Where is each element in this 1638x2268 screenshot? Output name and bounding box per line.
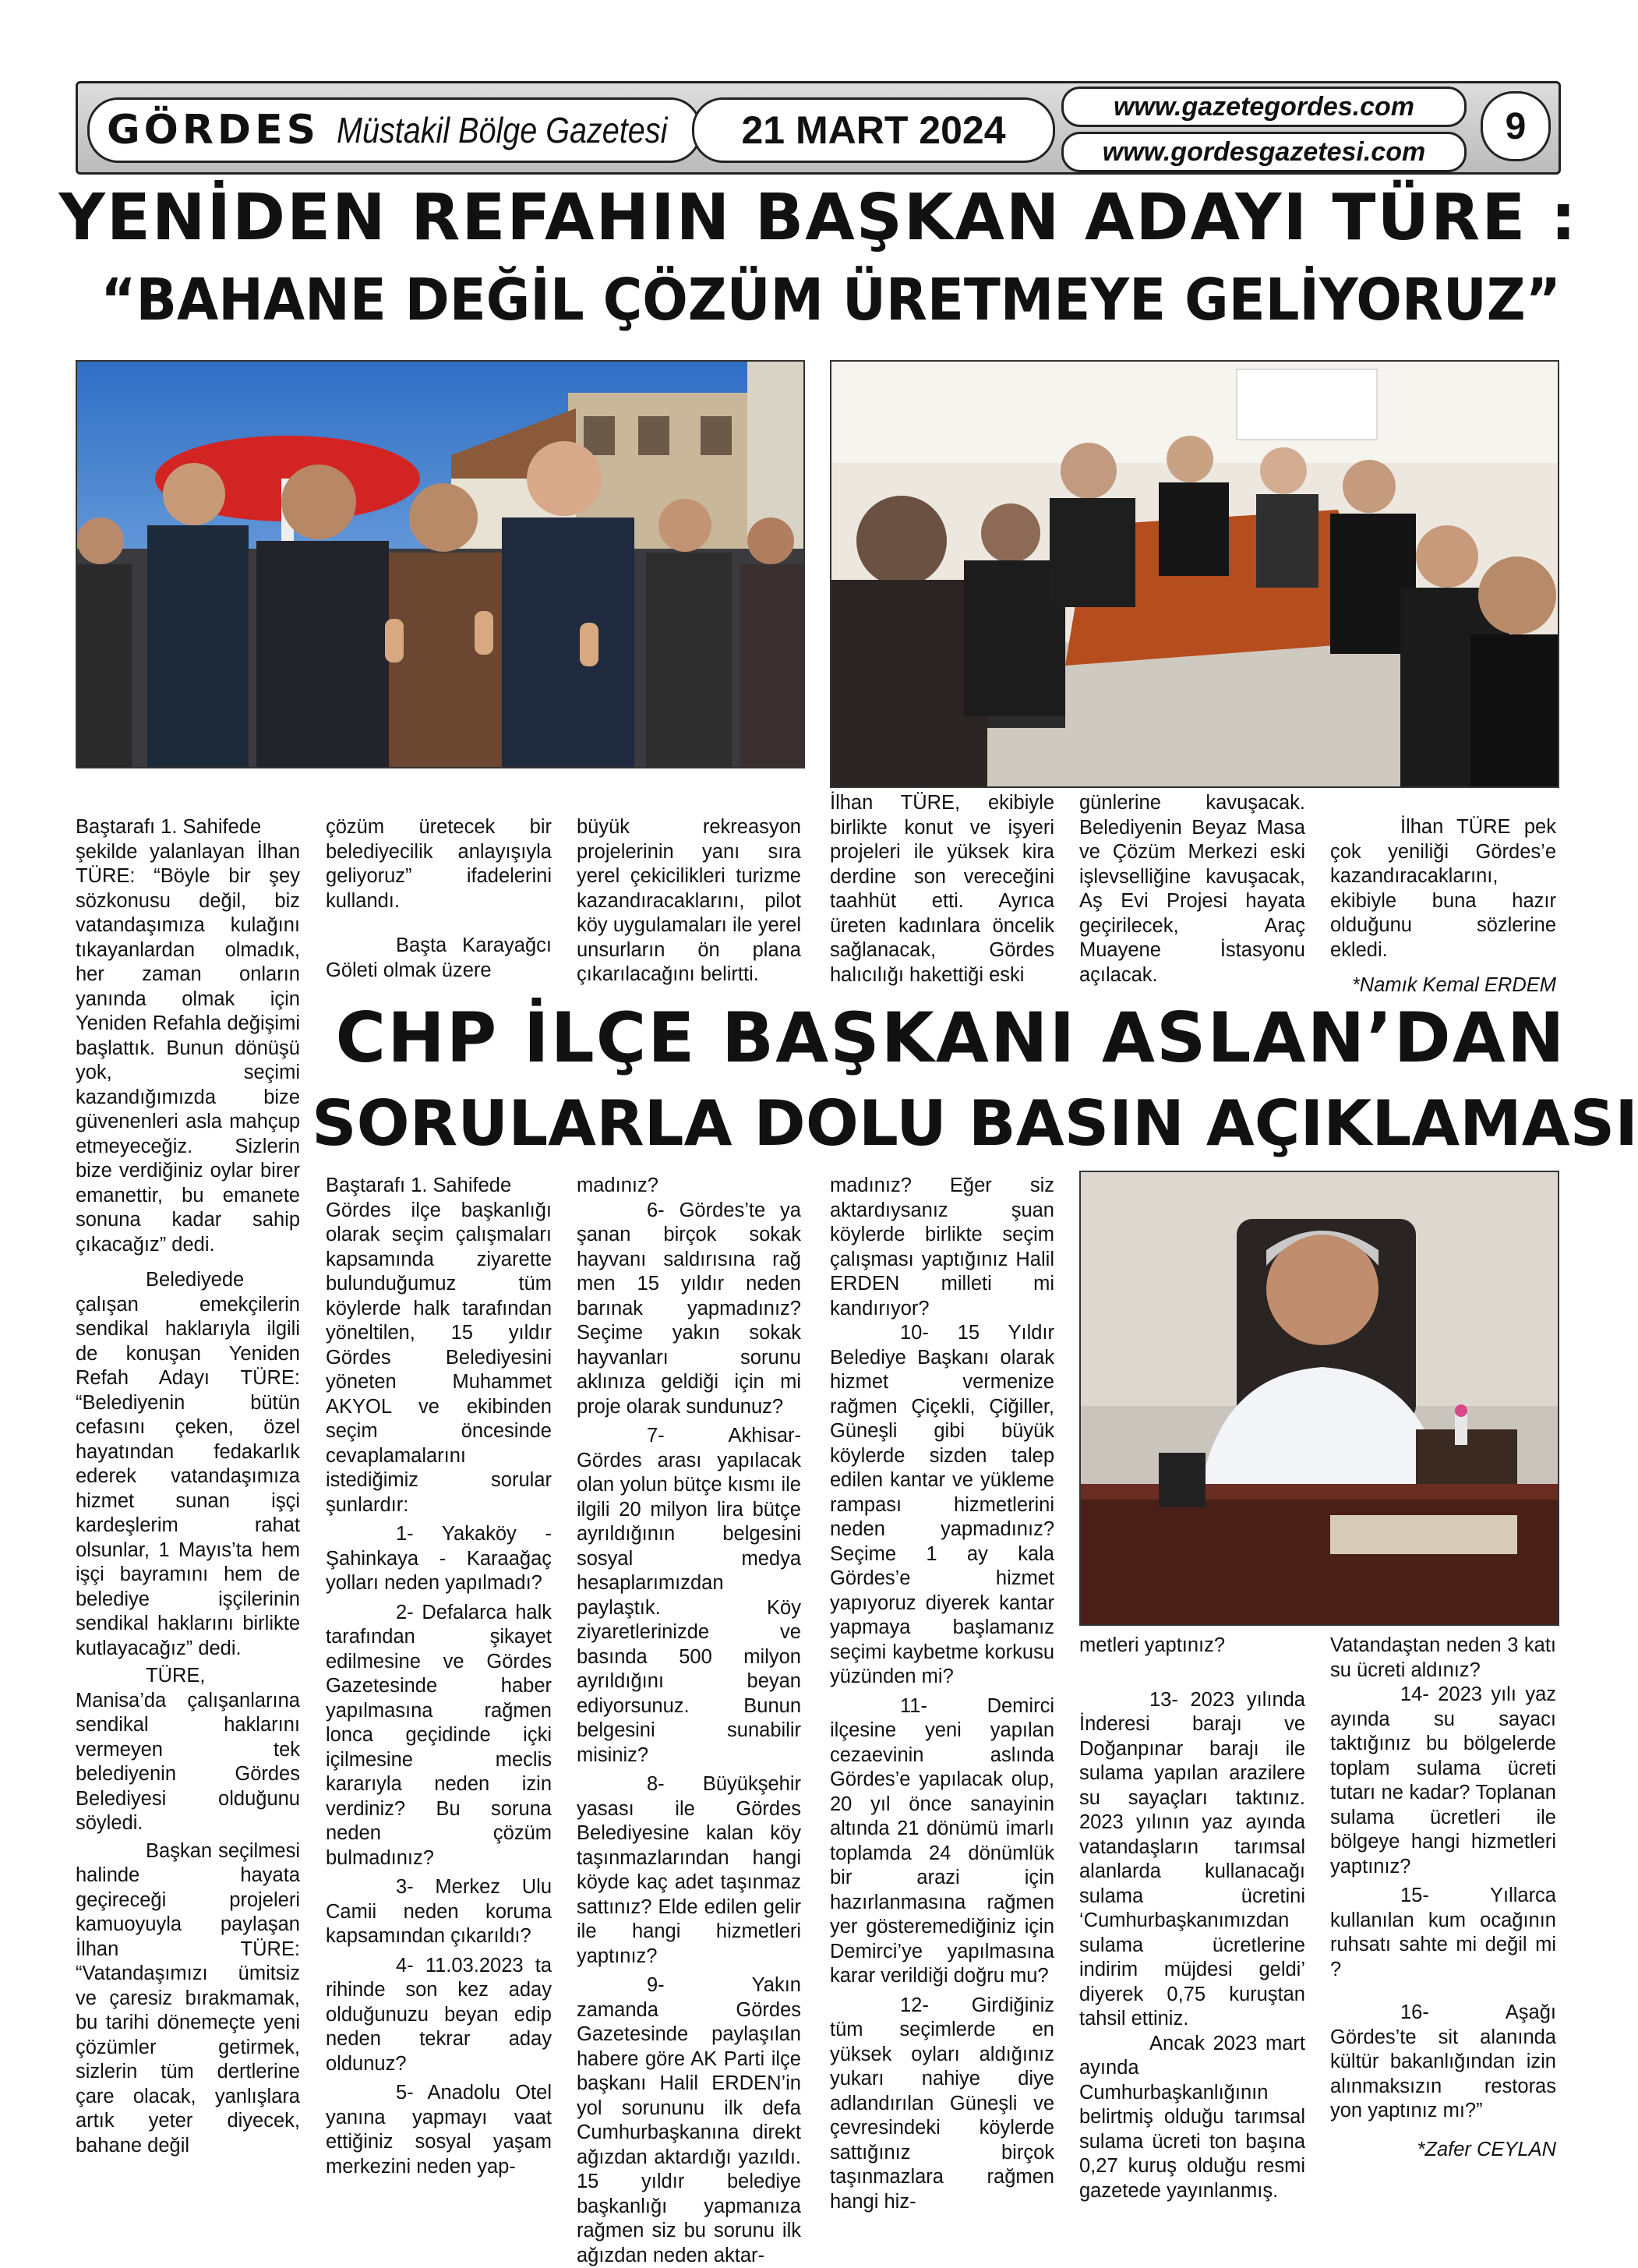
question-1: 1- Yakaköy - Şahinkaya - Karaağaç yolları neden yapılmadı? [326, 1523, 552, 1594]
question-15: 15- Yıllarca kullanılan kum ocağının ruhsatı sahte mi değil mi ? [1330, 1885, 1556, 1980]
article2-paragraph: madınız? [577, 1175, 658, 1196]
article1-subheadline: “BAHANE DEĞİL ÇÖZÜM ÜRETMEYE GELİYORUZ” [101, 267, 1561, 334]
article2-column-4 [830, 1174, 1054, 2213]
article2-column-2 [326, 1174, 552, 2210]
question-6: 6- Gördes’te ya şanan birçok sokak hayvanı saldırısına rağ men 15 yıldır neden barınak yapmadınız? Seçime yakın sokak hayvanları sorunu aklınıza geldiği için mi proje olarak sundunuz? [577, 1199, 801, 1418]
question-14: 14- 2023 yılı yaz ayında su sayacı taktığınız bu bölgelerde toplam sulama ücreti tutarı ne kadar? Toplanan sulama ücretleri ile bölgeye hangi hizmetleri yaptınız? [1330, 1683, 1556, 1878]
article1-column-3 [577, 815, 801, 994]
article2-paragraph: Ancak 2023 mart ayında Cumhurbaşkanlığının belirtmiş olduğu tarımsal sulama ücreti ton başına 0,27 kuruş olduğu resmi gazetede yayınlanmış. [1079, 2032, 1305, 2202]
article1-column-6 [1330, 815, 1556, 996]
newspaper-subtitle: Müstakil Bölge Gazetesi [337, 110, 668, 150]
article1-column-2 [326, 815, 552, 994]
article1-paragraph: büyük rekreasyon projelerinin yanı sıra yerel çekicilikleri turizme kazandıracaklarını, pilot köy uygulamaları ile yerel unsurların ön plana çıkarılacağını belirtti. [577, 816, 801, 985]
newspaper-name: GÖRDES [107, 107, 320, 154]
article2-paragraph: madınız? Eğer siz aktardıysanız şuan köylerde birlikte seçim çalışması yaptığınız Halil ERDEN milleti mi kandırıyor? [830, 1175, 1054, 1319]
article1-photo-street [76, 360, 805, 768]
article1-paragraph: İlhan TÜRE, ekibiyle birlikte konut ve işyeri projeleri ile yüksek kira derdine son vereceğini taahhüt etti. Ayrıca üreten kadınlara öncelik sağlanacak, Gördes halıcılığı hakettiği eski [830, 792, 1054, 986]
article1-paragraph: İlhan TÜRE pek çok yeniliği Gördes’e kazandıracaklarını, ekibiyle buna hazır olduğunu sözlerine ekledi. [1330, 816, 1556, 961]
article2-headline: CHP İLÇE BAŞKANI ASLAN’DAN [335, 998, 1566, 1078]
article1-paragraph: günlerine kavuşacak. Belediyenin Beyaz Masa ve Çözüm Merkezi eski işlevselliğine kavuşacak, Aş Evi Projesi hayata geçirilecek, Araç Muayene İstasyonu açılacak. [1079, 792, 1305, 986]
website-url-1[interactable]: www.gazetegordes.com [1061, 87, 1467, 127]
article2-paragraph: Vatandaştan neden 3 katı su ücreti aldınız? [1330, 1634, 1556, 1681]
article1-byline: *Namık Kemal ERDEM [1351, 974, 1556, 996]
question-11: 11- Demirci ilçesine yeni yapılan cezaevinin aslında Gördes’e yapılacak olup, 20 yıl önce sanayinin altında 21 dönümü imarlı toplamda 24 dönümlük bir arazi için hazırlanmasına rağmen yer gösteremediğiniz için Demirci’ye yapılmasına karar verildiği doğru mu? [830, 1694, 1054, 1987]
article1-paragraph: Başta Karayağcı Göleti olmak üzere [326, 934, 552, 981]
issue-date: 21 MART 2024 [692, 97, 1055, 163]
article1-paragraph: Başkan seçilmesi halinde hayata geçireceği projeleri kamuoyuyla paylaşan İlhan TÜRE: “Vatandaşımızı ümitsiz ve çaresiz bırakmamak, bu tarihi dönemeçte yeni çözümler getirmek, sizlerin tüm dertlerine çare olacak, yanlışlara artık yeter diyecek, bahane değil [76, 1839, 300, 2157]
question-4: 4- 11.03.2023 ta rihinde son kez aday olduğunuzu beyan edip neden tekrar aday oldunuz? [326, 1954, 552, 2075]
question-3: 3- Merkez Ulu Camii neden koruma kapsamından çıkarıldı? [326, 1876, 552, 1947]
article1-paragraph: Belediyede çalışan emekçilerin sendikal haklarıyla ilgili de konuşan Yeniden Refah Adayı TÜRE: “Belediyenin bütün cefasını çeken, özel hayatından fedakarlık ederek vatandaşımıza hizmet sunan işçi kardeşlerim rahat olsunlar, 1 Mayıs’ta hem işçi bayramını hem de belediye işçilerinin sendikal haklarını birlikte kutlayacağız” dedi. [76, 1269, 300, 1659]
article2-column-5 [1079, 1634, 1305, 2210]
question-8: 8- Büyükşehir yasası ile Gördes Belediyesine kalan köy taşınmazlarından hangi köyde kaç adet taşınmaz sattınız? Elde edilen gelir ile hangi hizmetleri yaptınız? [577, 1773, 801, 1967]
article1-paragraph: çözüm üretecek bir belediyecilik anlayışıyla geliyoruz” ifadelerini kullandı. [326, 816, 552, 912]
website-links [1061, 87, 1467, 177]
article2-paragraph: metleri yaptınız? [1079, 1634, 1226, 1656]
masthead [76, 81, 1561, 175]
page-number: 9 [1481, 91, 1551, 161]
question-12: 12- Girdiğiniz tüm seçimlerde en yüksek oyları aldığınız yukarı nahiye diye adlandırılan Güneşli ve çevresindeki köylerde sattığınız birçok taşınmazlara rağmen hangi hiz- [830, 1994, 1054, 2213]
question-2: 2- Defalarca halk tarafından şikayet edilmesine ve Gördes Gazetesinde haber yapılmasına rağmen lonca geçidinde içki içilmesine meclis kararıyla neden izin verdiniz? Bu soruna neden çözüm bulmadınız? [326, 1601, 552, 1869]
article2-subheadline: SORULARLA DOLU BASIN AÇIKLAMASI [312, 1087, 1638, 1160]
question-16: 16- Aşağı Gördes’te sit alanında kültür bakanlığından izin alınmaksızın restoras yon yaptınız mı?” [1330, 2001, 1556, 2121]
article2-column-3 [577, 1174, 801, 2266]
article1-column-1 [76, 815, 300, 2210]
article2-byline: *Zafer CEYLAN [1417, 2138, 1556, 2160]
continued-from-label: Baştarafı 1. Sahifede [326, 1175, 512, 1196]
article2-paragraph: Gördes ilçe başkanlığı olarak seçim çalışmaları kapsamında ziyarette bulunduğumuz tüm köylerde halk tarafından yöneltilen, 15 yıldır Gördes Belediyesini yöneten Muhammet AKYOL ve ekibinden seçim öncesinde cevaplamalarını istediğimiz sorular şunlardır: [326, 1199, 552, 1516]
article2-photo-office [1079, 1171, 1559, 1626]
article1-paragraph: şekilde yalanlayan İlhan TÜRE: “Böyle bir şey sözkonusu değil, biz vatandaşımıza kulağını tıkayanlardan olmadık, her zaman onların yanında olmak için Yeniden Refahla değişimi başlattık. Bunun dönüşü yok, seçimi kazandığımızda bize güvenenleri asla mahçup etmeyeceğiz. Sizlerin bize verdiğiniz oylar birer emanettir, bu emanete sonuna kadar sahip çıkacağız” dedi. [76, 840, 300, 1256]
masthead-title-box [87, 97, 701, 163]
continued-from-label: Baştarafı 1. Sahifede [76, 816, 262, 838]
article1-paragraph: TÜRE, Manisa’da çalışanlarına sendikal haklarını vermeyen tek belediyenin Gördes Belediyesi olduğunu söyledi. [76, 1665, 300, 1834]
question-5: 5- Anadolu Otel yanına yapmayı vaat ettiğiniz sosyal yaşam merkezini neden yap- [326, 2082, 552, 2178]
article1-column-5 [1079, 791, 1305, 995]
website-url-2[interactable]: www.gordesgazetesi.com [1061, 132, 1467, 172]
question-9: 9- Yakın zamanda Gördes Gazetesinde paylaşılan habere göre AK Parti ilçe başkanı Halil ERDEN’in yol sorununu ilk defa Cumhurbaşkanına direkt ağızdan aktardığı yazıldı. 15 yıldır belediye başkanlığı yapmanıza rağmen siz bu sorunu ilk ağızdan neden aktar- [577, 1974, 801, 2266]
article1-photo-meeting [830, 360, 1559, 788]
question-10: 10- 15 Yıldır Belediye Başkanı olarak hizmet vermenize rağmen Çiçekli, Çiğiller, Güneşli gibi büyük köylerde sizden talep edilen kantar ve yükleme rampası hizmetlerini neden yapmadınız? Seçime 1 ay kala Gördes’e hizmet yapıyoruz diyerek kantar yapmaya başlamanız seçimi kaybetme korkusu yüzünden mi? [830, 1322, 1054, 1687]
question-13: 13- 2023 yılında İnderesi barajı ve Doğanpınar barajı ile sulama yapılan arazilere su sayaçları taktınız. 2023 yılının yaz ayında vatandaşların tarımsal alanlarda kullanacağı sulama ücretini ‘Cumhurbaşkanımızdan sulama ücretlerine indirim müjdesi geldi’ diyerek 0,75 kuruştan tahsil ettiniz. [1079, 1688, 1305, 2030]
article1-column-4 [830, 791, 1054, 995]
question-7: 7- Akhisar-Gördes arası yapılacak olan yolun bütçe kısmı ile ilgili 20 milyon lira bütçe ayrıldığının belgesini sosyal medya hesaplarımızdan paylaştık. Köy ziyaretlerinizde ve basında 500 milyon ayrıldığını beyan ediyorsunuz. Bunun belgesini sunabilir misiniz? [577, 1425, 801, 1766]
article2-column-6 [1330, 1634, 1556, 2210]
article1-headline: YENİDEN REFAHIN BAŞKAN ADAYI TÜRE : [58, 181, 1578, 255]
